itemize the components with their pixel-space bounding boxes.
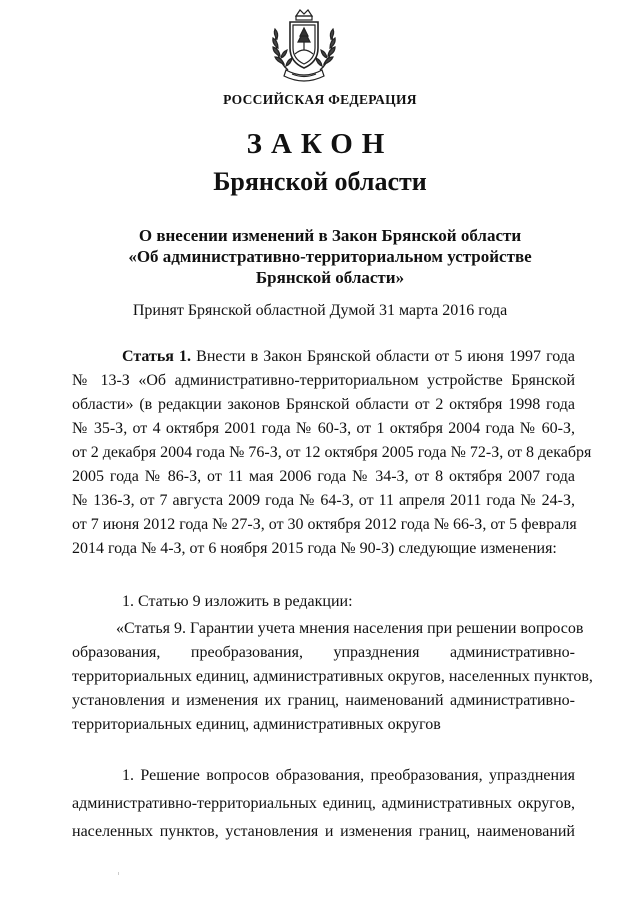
article9-line: территориальных единиц, административных округов, населенных пунктов,: [72, 668, 593, 685]
article1-line: области» (в редакции законов Брянской области от 2 октября 1998 года: [72, 396, 575, 413]
article1-first-line: [122, 346, 575, 368]
adoption-date: Принят Брянской областной Думой 31 марта 2016 года: [132, 302, 508, 319]
article9-line: «Статья 9. Гарантии учета мнения населения при решении вопросов: [116, 620, 584, 637]
law-title-line: «Об административно-территориальном устройстве: [128, 247, 532, 266]
region-name: Брянской области: [213, 167, 427, 196]
scan-mark: [118, 872, 119, 875]
country-name: РОССИЙСКАЯ ФЕДЕРАЦИЯ: [223, 92, 417, 107]
law-title-line: О внесении изменений в Закон Брянской области: [138, 226, 522, 245]
clause1-line: 1. Решение вопросов образования, преобразования, упразднения: [122, 767, 575, 784]
article1-text: Внести в Закон Брянской области от 5 июня 1997 года: [196, 348, 576, 365]
coat-of-arms-emblem: [262, 8, 346, 86]
article9-line: территориальных единиц, административных округов: [72, 716, 441, 733]
clause1-line: административно-территориальных единиц, административных округов,: [72, 795, 575, 812]
item1-text: 1. Статью 9 изложить в редакции:: [122, 593, 353, 610]
article1-line: № 35-З, от 4 октября 2001 года № 60-З, от 1 октября 2004 года № 60-З,: [72, 420, 575, 437]
clause1-line: населенных пунктов, установления и изменения границ, наименований: [72, 823, 575, 840]
article1-line: № 136-З, от 7 августа 2009 года № 64-З, от 11 апреля 2011 года № 24-З,: [72, 492, 575, 509]
document-type: ЗАКОН: [246, 128, 394, 160]
article1-label: Статья 1.: [122, 348, 192, 365]
law-title: [100, 225, 560, 288]
law-title-line: Брянской области»: [255, 268, 405, 287]
article1-line: от 7 июня 2012 года № 27-З, от 30 октября 2012 года № 66-З, от 5 февраля: [72, 516, 577, 533]
article1-line: от 2 декабря 2004 года № 76-З, от 12 октября 2005 года № 72-З, от 8 декабря: [72, 444, 592, 461]
article9-line: установления и изменения их границ, наименований административно-: [72, 692, 575, 709]
article1-line: 2005 года № 86-З, от 11 мая 2006 года № 34-З, от 8 октября 2007 года: [72, 468, 575, 485]
article9-line: образования, преобразования, упразднения административно-: [72, 644, 575, 661]
article1-line: 2014 года № 4-З, от 6 ноября 2015 года № 90-З) следующие изменения:: [72, 540, 557, 557]
article1-line: № 13-З «Об административно-территориальном устройстве Брянской: [72, 372, 575, 389]
